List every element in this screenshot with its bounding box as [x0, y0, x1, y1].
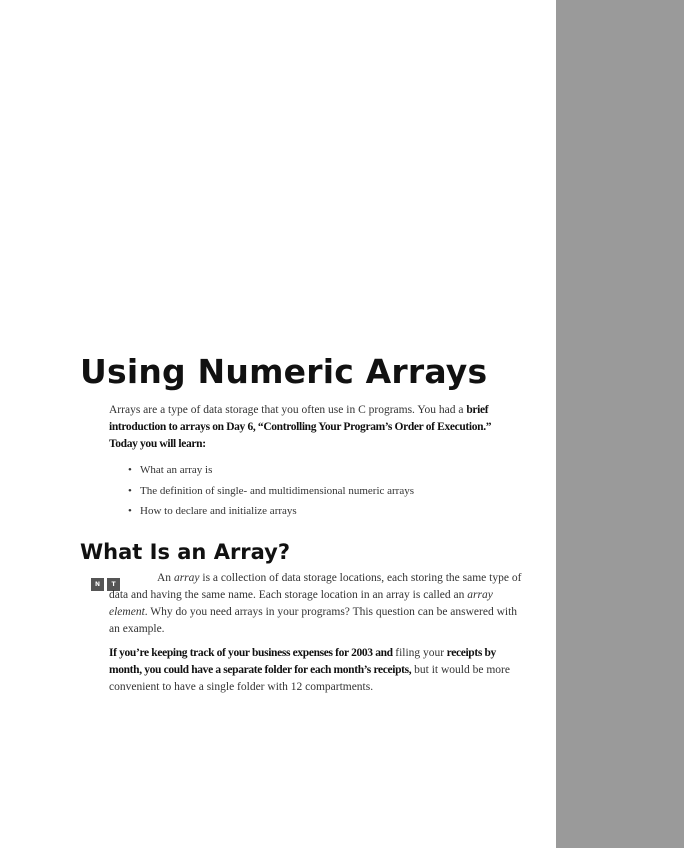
new-term-glyph-t: T [107, 578, 120, 591]
list-item: • What an array is [128, 464, 213, 476]
example-paragraph: If you’re keeping track of your business expenses for 2003 and filing your receipts by month, you could have a separate folder for each month’s receipts, but it would be more convenient to have a single folder with 12 compartments. [109, 647, 510, 693]
section-title: What Is an Array? [80, 540, 291, 564]
list-item: • How to declare and initialize arrays [128, 505, 297, 517]
objectives-list [128, 460, 508, 522]
intro-text: Arrays are a type of data storage that you often use in C programs. You had a [109, 404, 467, 416]
array-definition-paragraph: An array is a collection of data storage locations, each storing the same type of data and having the same name. Each storage location in an array is called an array element. Why do you need arrays in your programs? This question can be answered with an example. [109, 572, 522, 635]
chapter-title: Using Numeric Arrays [80, 352, 488, 391]
term-array-element: array element [109, 589, 493, 618]
intro-text-bold: brief introduction to arrays on Day 6, “Controlling Your Program’s Order of Execution.” Today you will learn: [109, 404, 492, 450]
new-term-glyph-n: N [91, 578, 104, 591]
intro-paragraph [109, 402, 509, 453]
list-item: • The definition of single- and multidimensional numeric arrays [128, 484, 415, 497]
term-array: array [173, 572, 200, 584]
page-sidebar-band [556, 0, 684, 848]
